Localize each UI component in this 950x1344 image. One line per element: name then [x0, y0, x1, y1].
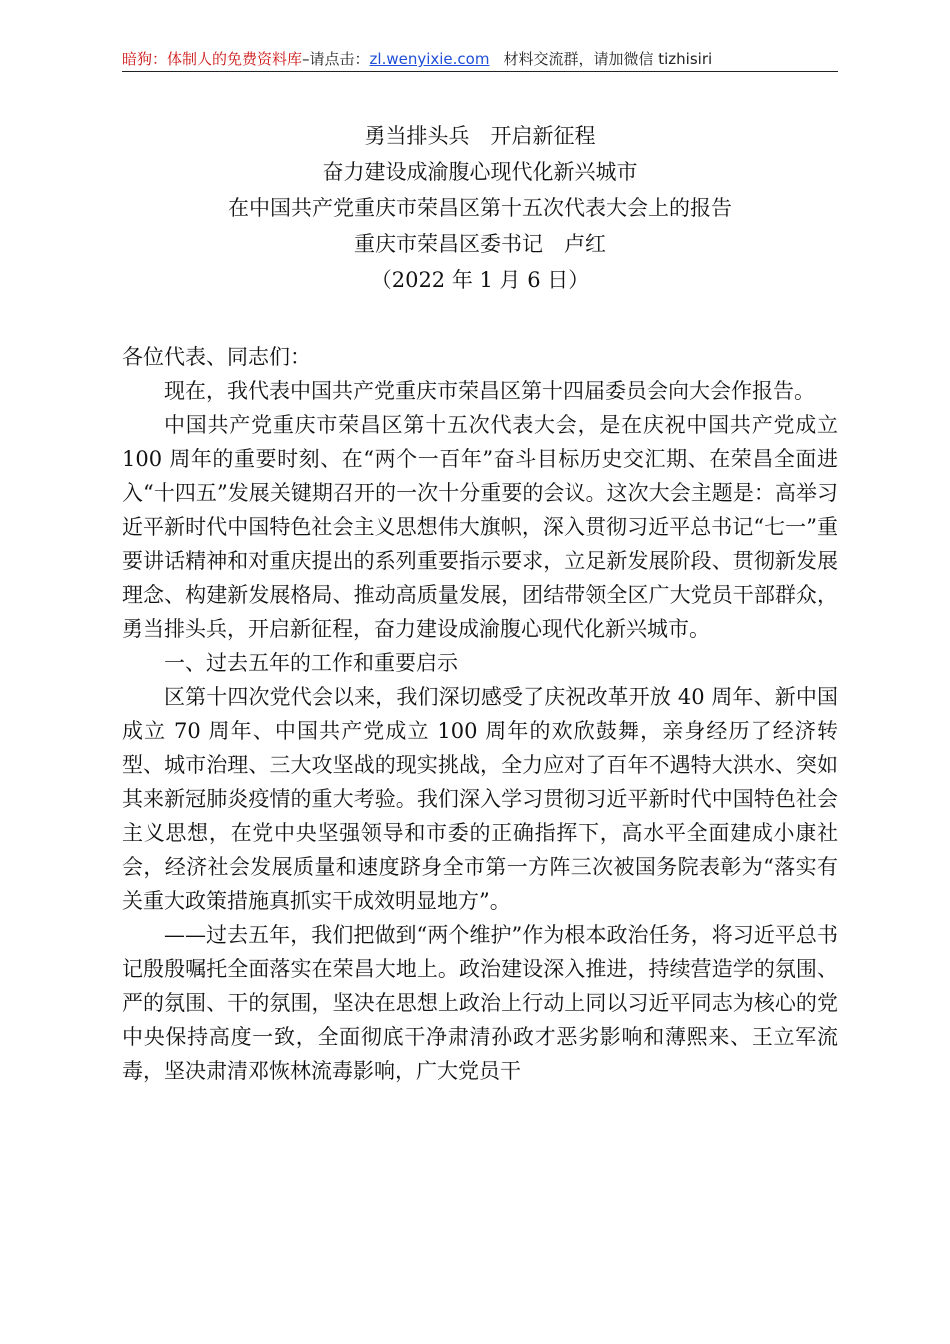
section-heading: 一、过去五年的工作和重要启示 — [164, 651, 458, 675]
paragraph: 现在，我代表中国共产党重庆市荣昌区第十四届委员会向大会作报告。 — [164, 379, 815, 403]
header-divider — [122, 71, 838, 72]
title-line-1: 勇当排头兵 开启新征程 — [364, 124, 596, 148]
paragraph: ——过去五年，我们把做到“两个维护”作为根本政治任务，将习近平总书记殷殷嘱托全面落实在荣昌大地上。政治建设深入推进，持续营造学的氛围、严的氛围、干的氛围，坚决在思想上政治上行动上同以习近平同志为核心的党中央保持高度一致，全面彻底干净肃清孙政才恶劣影响和薄熙来、王立军流毒，坚决肃清邓恢林流毒影响，广大党员干 — [122, 923, 838, 1083]
paragraph: 区第十四次党代会以来，我们深切感受了庆祝改革开放 40 周年、新中国成立 70 周年、中国共产党成立 100 周年的欢欣鼓舞，亲身经历了经济转型、城市治理、三大攻坚战的现实挑战，全力应对了百年不遇特大洪水、突如其来新冠肺炎疫情的重大考验。我们深入学习贯彻习近平新时代中国特色社会主义思想，在党中央坚强领导和市委的正确指挥下，高水平全面建成小康社会，经济社会发展质量和速度跻身全市第一方阵三次被国务院表彰为“落实有关重大政策措施真抓实干成效明显地方”。 — [122, 685, 838, 913]
paragraph: 中国共产党重庆市荣昌区第十五次代表大会，是在庆祝中国共产党成立 100 周年的重要时刻、在“两个一百年”奋斗目标历史交汇期、在荣昌全面进入“十四五”发展关键期召开的一次十分重要的会议。这次大会主题是：高举习近平新时代中国特色社会主义思想伟大旗帜，深入贯彻习近平总书记“七一”重要讲话精神和对重庆提出的系列重要指示要求，立足新发展阶段、贯彻新发展理念、构建新发展格局、推动高质量发展，团结带领全区广大党员干部群众，勇当排头兵，开启新征程，奋力建设成渝腹心现代化新兴城市。 — [122, 413, 838, 641]
title-line-3: 在中国共产党重庆市荣昌区第十五次代表大会上的报告 — [228, 196, 732, 220]
document-title-block — [122, 118, 838, 298]
header-contact: 材料交流群，请加微信 tizhisiri — [503, 50, 713, 68]
salutation: 各位代表、同志们： — [122, 345, 311, 369]
header-prompt: –请点击： — [302, 50, 370, 68]
source-header — [122, 48, 838, 70]
author-line: 重庆市荣昌区委书记 卢红 — [354, 232, 606, 256]
date-line: （2022 年 1 月 6 日） — [370, 268, 590, 292]
header-brand: 暗狗：体制人的免费资料库 — [122, 50, 303, 68]
report-body — [122, 340, 838, 1088]
header-link[interactable]: zl.wenyixie.com — [369, 50, 490, 68]
title-line-2: 奋力建设成渝腹心现代化新兴城市 — [322, 160, 638, 184]
